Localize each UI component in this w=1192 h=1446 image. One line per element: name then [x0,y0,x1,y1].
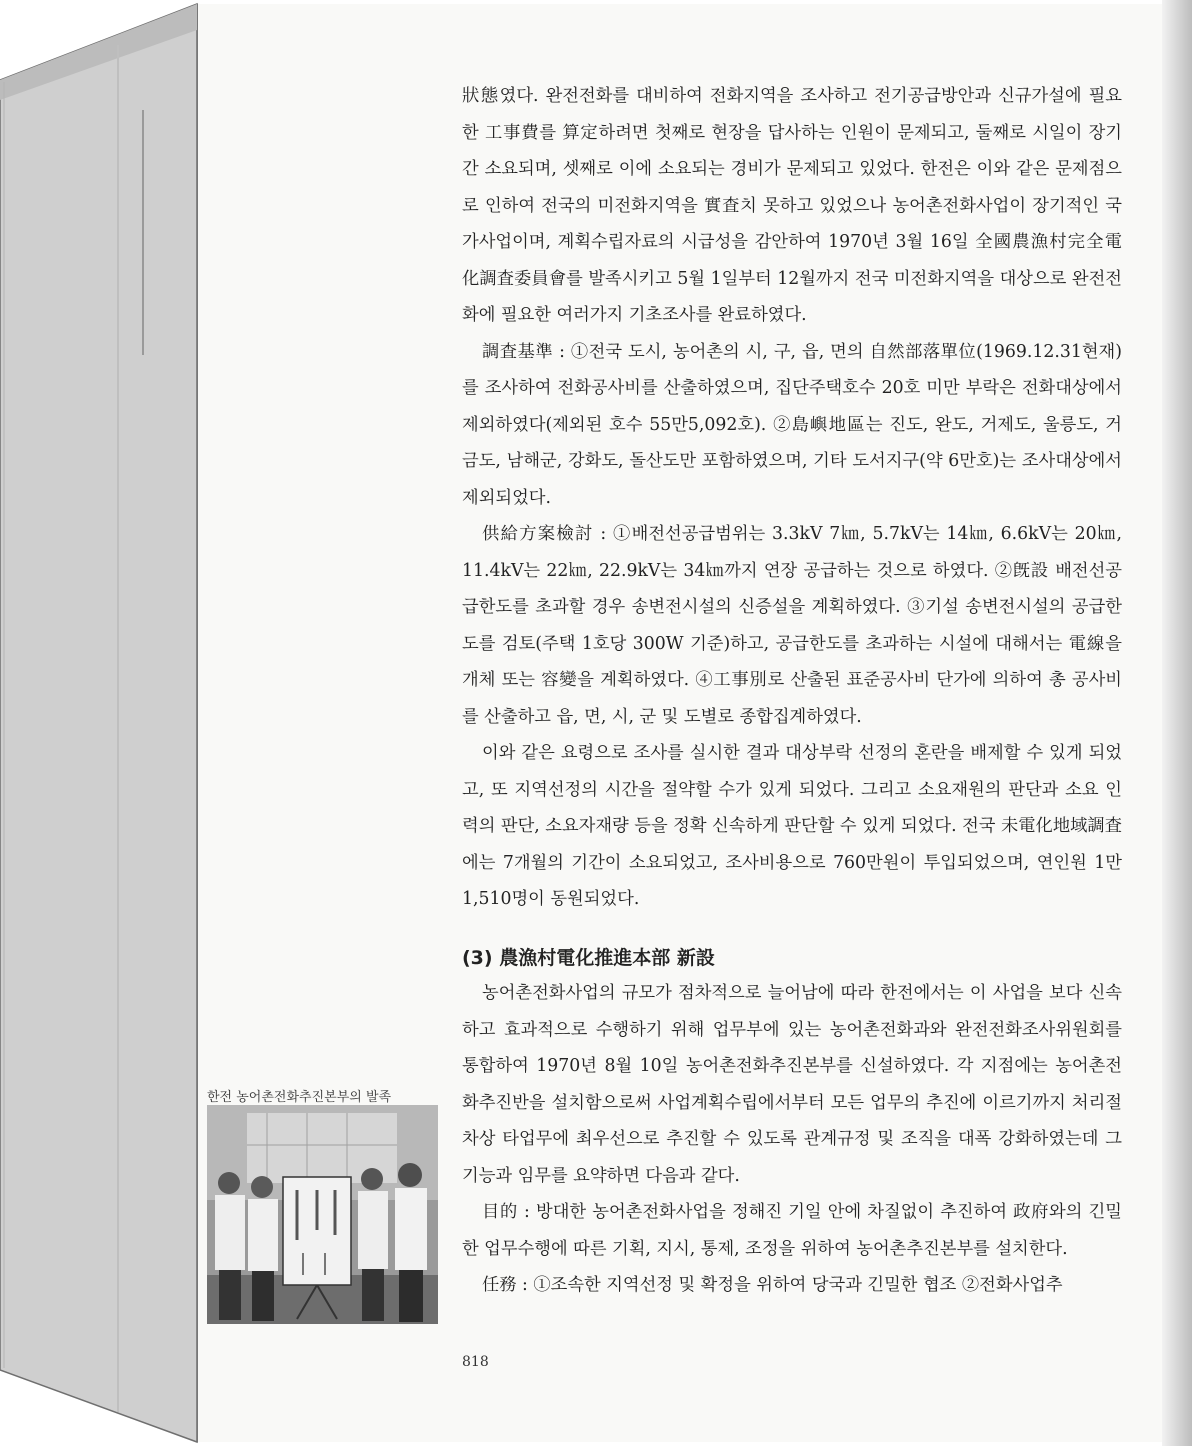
paragraph: 調査基準 : ①전국 도시, 농어촌의 시, 구, 읍, 면의 自然部落單位(1969.12.31현재)를 조사하여 전화공사비를 산출하였으며, 집단주택호수 20호 미만 부락은 전화대상에서 제외하였다(제외된 호수 55만5,092호). ②島嶼地區는 진도, 완도, 거제도, 울릉도, 거금도, 남해군, 강화도, 돌산도만 포함하였으며, 기타 도서지구(약 6만호)는 조사대상에서 제외되었다. [462,341,1122,508]
paragraph: 이와 같은 요령으로 조사를 실시한 결과 대상부락 선정의 혼란을 배제할 수 있게 되었고, 또 지역선정의 시간을 절약할 수가 있게 되었다. 그리고 소요재원의 판단과 소요 인력의 판단, 소요자재량 등을 정확 신속하게 판단할 수 있게 되었다. 전국 未電化地域調査에는 7개월의 기간이 소요되었고, 조사비용으로 760만원이 투입되었으며, 연인원 1만1,510명이 동원되었다. [462,743,1122,909]
body-text-bottom [462,975,1122,1304]
photo-caption: 한전 농어촌전화추진본부의 발족 [207,1090,392,1105]
photo-image [207,1105,438,1324]
paragraph: 狀態였다. 완전전화를 대비하여 전화지역을 조사하고 전기공급방안과 신규가설에 필요한 工事費를 算定하려면 첫째로 현장을 답사하는 인원이 문제되고, 둘째로 시일이 장기간 소요되며, 셋째로 이에 소요되는 경비가 문제되고 있었다. 한전은 이와 같은 문제점으로 인하여 전국의 미전화지역을 實査치 못하고 있었으나 농어촌전화사업이 장기적인 국가사업이며, 계획수립자료의 시급성을 감안하여 1970년 3월 16일 全國農漁村完全電化調査委員會를 발족시키고 5월 1일부터 12월까지 전국 미전화지역을 대상으로 완전전화에 필요한 여러가지 기초조사를 완료하였다. [462,86,1122,325]
paragraph: 농어촌전화사업의 규모가 점차적으로 늘어남에 따라 한전에서는 이 사업을 보다 신속하고 효과적으로 수행하기 위해 업무부에 있는 농어촌전화과와 완전전화조사위원회를 통합하여 1970년 8월 10일 농어촌전화추진본부를 신설하였다. 각 지점에는 농어촌전화추진반을 설치함으로써 사업계획수립에서부터 모든 업무의 추진에 이르기까지 처리절차상 타업무에 최우선으로 추진할 수 있도록 관계규정 및 조직을 대폭 강화하였는데 그 기능과 임무를 요약하면 다음과 같다. [462,983,1122,1186]
paragraph: 供給方案檢討 : ①배전선공급범위는 3.3kV 7㎞, 5.7kV는 14㎞, 6.6kV는 20㎞, 11.4kV는 22㎞, 22.9kV는 34㎞까지 연장 공급하는 것으로 하였다. ②旣設 배전선공급한도를 초과할 경우 송변전시설의 신증설을 계획하였다. ③기설 송변전시설의 공급한도를 검토(주택 1호당 300W 기준)하고, 공급한도를 초과하는 시설에 대해서는 電線을 개체 또는 容變을 계획하였다. ④工事別로 산출된 표준공사비 단가에 의하여 총 공사비를 산출하고 읍, 면, 시, 군 및 도별로 종합집계하였다. [462,524,1122,727]
page-shadow [1162,0,1192,1446]
body-text-top [462,78,1122,918]
paragraph: 任務 : ①조속한 지역선정 및 확정을 위하여 당국과 긴밀한 협조 ②전화사업추 [482,1275,1063,1295]
paragraph: 目的 : 방대한 농어촌전화사업을 정해진 기일 안에 차질없이 추진하여 政府와의 긴밀한 업무수행에 따른 기획, 지시, 통제, 조정을 위하여 농어촌추진본부를 설치한다. [462,1202,1122,1259]
section-heading: (3) 農漁村電化推進本部 新設 [462,947,715,969]
page-number: 818 [462,1354,489,1370]
